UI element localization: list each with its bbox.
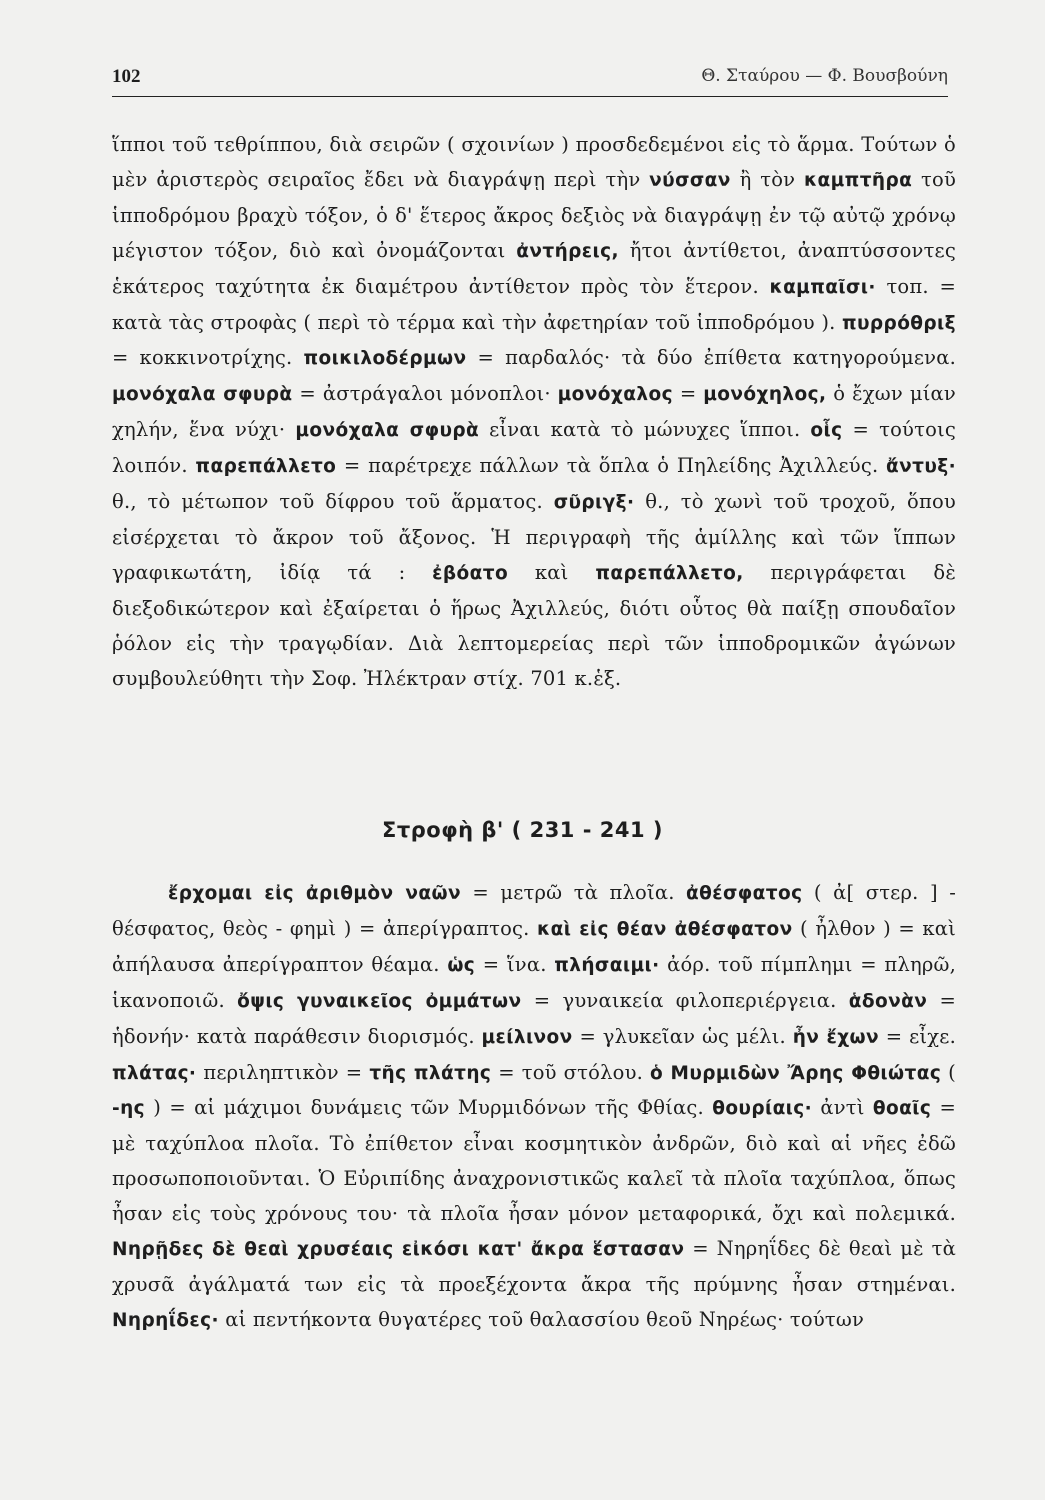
lemma-term: πυρρόθριξ xyxy=(841,312,956,334)
page-number: 102 xyxy=(112,66,141,87)
gloss-text: ( xyxy=(941,1060,956,1084)
lemma-term: ἦν ἔχων xyxy=(792,1026,880,1048)
gloss-text: τοπ. = κατὰ τὰς στροφὰς ( περὶ τὸ τέρμα καὶ τὴν ἀφετηρίαν τοῦ ἱπποδρόμου ). xyxy=(112,274,956,334)
lemma-term: θουρίαις· xyxy=(712,1098,813,1120)
lemma-term: ἀθέσφατος xyxy=(686,883,803,904)
gloss-text: = μετρῶ τὰ πλοῖα. xyxy=(460,881,687,904)
gloss-text: καὶ xyxy=(508,560,596,584)
commentary-text xyxy=(112,876,956,1339)
gloss-text: θ., τὸ μέτωπον τοῦ δίφρου τοῦ ἅρματος. xyxy=(112,490,554,514)
gloss-text: = κοκκινοτρίχης. xyxy=(112,346,304,370)
lemma-term: μείλινον xyxy=(481,1026,573,1048)
section-heading: Στροφὴ β' ( 231 - 241 ) xyxy=(382,818,663,842)
commentary-paragraph-1 xyxy=(112,128,956,697)
lemma-term: ποικιλοδέρμων xyxy=(303,348,467,370)
gloss-text: ἀόρ. τοῦ πίμπλημι = πληρῶ, ἱκανοποιῶ. xyxy=(112,952,957,1012)
gloss-text: ( ἦλθον ) = καὶ ἀπήλαυσα ἀπερίγραπτον θέαμα. xyxy=(112,916,957,976)
lemma-term: μονόχαλος xyxy=(557,384,673,406)
commentary-text xyxy=(112,128,956,697)
gloss-text: = παρδαλός· τὰ δύο ἐπίθετα κατηγορούμενα. xyxy=(466,346,957,370)
gloss-text: = ἡδονήν· κατὰ παράθεσιν διορισμός. xyxy=(112,988,956,1048)
gloss-text: ( ἀ[ στερ. ] - θέσφατος, θεὸς - φημὶ ) = ἀπερίγραπτος. xyxy=(112,881,956,940)
lemma-term: οἷς xyxy=(810,420,843,442)
lemma-term: ἁδονὰν xyxy=(848,990,928,1012)
lemma-term: ἐβόατο xyxy=(432,562,509,584)
lemma-term: μονόχαλα σφυρὰ xyxy=(112,384,293,406)
gloss-text: = γλυκεῖαν ὡς μέλι. xyxy=(572,1024,793,1048)
gloss-text: ἢ τὸν xyxy=(730,167,804,191)
gloss-text: = Νηρηΐδες δὲ θεαὶ μὲ τὰ χρυσᾶ ἀγάλματά των εἰς τὰ προεξέχοντα ἄκρα τῆς πρύμνης ἦσαν στημέναι. xyxy=(112,1237,956,1296)
gloss-text: τοῦ ἱπποδρόμου βραχὺ τόξον, ὁ δ' ἕτερος ἄκρος δεξιὸς νὰ διαγράψῃ ἐν τῷ αὐτῷ χρόνῳ μέγιστον τόξον, διὸ καὶ ὀνομάζονται xyxy=(112,167,956,262)
lemma-term: τῆς πλάτης xyxy=(369,1062,492,1084)
gloss-text: ἀντὶ xyxy=(812,1096,873,1120)
lemma-term: ἔρχομαι εἰς ἀριθμὸν ναῶν xyxy=(168,883,461,904)
gloss-text: = τούτοις λοιπόν. xyxy=(112,418,957,478)
lemma-term: Νηρηΐδες· xyxy=(112,1309,219,1331)
gloss-text: = τοῦ στόλου. xyxy=(491,1060,651,1084)
lemma-term: Νηρῇδες δὲ θεαὶ χρυσέαις εἰκόσι κατ' ἄκρα ἕστασαν xyxy=(112,1239,685,1261)
gloss-text: θ., τὸ χωνὶ τοῦ τροχοῦ, ὅπου εἰσέρχεται τὸ ἄκρον τοῦ ἄξονος. Ἡ περιγραφὴ τῆς ἁμίλλης καὶ τῶν ἵππων γραφικωτάτη, ἰδίᾳ τά : xyxy=(112,490,956,584)
gloss-text: = xyxy=(672,382,704,406)
gloss-text: = εἶχε. xyxy=(879,1024,956,1048)
gloss-text: = παρέτρεχε πάλλων τὰ ὅπλα ὁ Πηλείδης Ἀχιλλεύς. xyxy=(336,454,887,478)
gloss-text: εἶναι κατὰ τὸ μώνυχες ἵπποι. xyxy=(479,418,811,442)
gloss-text: = ἵνα. xyxy=(475,952,555,976)
lemma-term: καμπτῆρα xyxy=(804,169,913,191)
lemma-term: ἀντήρεις, xyxy=(516,240,619,262)
lemma-term: -ης xyxy=(112,1098,146,1120)
gloss-text: = ἀστράγαλοι μόνοπλοι· xyxy=(292,382,558,406)
lemma-term: ὁ Μυρμιδὼν Ἄρης Φθιώτας xyxy=(650,1062,942,1084)
gloss-text: αἱ πεντήκοντα θυγατέρες τοῦ θαλασσίου θεοῦ Νηρέως· τούτων xyxy=(218,1307,865,1331)
gloss-text: = γυναικεία φιλοπεριέργεια. xyxy=(521,988,849,1012)
lemma-term: καὶ εἰς θέαν ἀθέσφατον xyxy=(537,918,793,940)
lemma-term: σῦριγξ· xyxy=(553,492,635,514)
gloss-text: περιληπτικὸν = xyxy=(196,1060,370,1084)
commentary-paragraph-2 xyxy=(112,876,956,1339)
gloss-text: ) = αἱ μάχιμοι δυνάμεις τῶν Μυρμιδόνων τῆς Φθίας. xyxy=(145,1096,713,1120)
gloss-text: ὁ ἔχων μίαν χηλήν, ἕνα νύχι· xyxy=(112,382,956,442)
lemma-term: μονόχαλα σφυρὰ xyxy=(295,420,480,442)
lemma-term: νύσσαν xyxy=(649,169,731,191)
gloss-text: περιγράφεται δὲ διεξοδικώτερον καὶ ἐξαίρεται ὁ ἥρως Ἀχιλλεύς, διότι οὗτος θὰ παίξῃ σπουδαῖον ῥόλον εἰς τὴν τραγῳδίαν. Διὰ λεπτομερείας περὶ τῶν ἱπποδρομικῶν ἀγώνων συμβουλεύθητι τὴν Σοφ. Ἠλέκτραν στίχ. 701 κ.ἑξ. xyxy=(112,560,956,690)
lemma-term: ἄντυξ· xyxy=(886,456,957,478)
lemma-term: καμπαῖσι· xyxy=(769,276,876,298)
lemma-term: μονόχηλος, xyxy=(703,384,827,406)
lemma-term: πλήσαιμι· xyxy=(554,954,660,976)
gloss-text: = μὲ ταχύπλοα πλοῖα. Τὸ ἐπίθετον εἶναι κοσμητικὸν ἀνδρῶν, διὸ καὶ αἱ νῆες ἐδῶ προσωποποιοῦνται. Ὁ Εὐριπίδης ἀναχρονιστικῶς καλεῖ τὰ πλοῖα ταχύπλοα, ὅπως ἦσαν εἰς τοὺς χρόνους του· τὰ πλοῖα ἦσαν μόνον μεταφορικά, ὄχι καὶ πολεμικά. xyxy=(112,1096,956,1226)
lemma-term: παρεπάλλετο xyxy=(195,456,337,478)
lemma-term: ὄψις γυναικεῖος ὀμμάτων xyxy=(237,990,522,1012)
lemma-term: παρεπάλλετο, xyxy=(595,562,744,584)
gloss-text: ἤτοι ἀντίθετοι, ἀναπτύσσοντες ἑκάτερος ταχύτητα ἐκ διαμέτρου ἀντίθετον πρὸς τὸν ἕτερον. xyxy=(112,238,956,298)
lemma-term: ὡς xyxy=(447,954,476,976)
gloss-text: ἵπποι τοῦ τεθρίππου, διὰ σειρῶν ( σχοινίων ) προσδεδεμένοι εἰς τὸ ἅρμα. Τούτων ὁ μὲν ἀριστερὸς σειραῖος ἔδει νὰ διαγράψῃ περὶ τὴν xyxy=(112,133,956,191)
lemma-term: πλάτας· xyxy=(112,1062,197,1084)
running-head: Θ. Σταύρου — Φ. Βουσβούνη xyxy=(701,66,948,86)
page-header xyxy=(112,62,948,97)
lemma-term: θοαῖς xyxy=(872,1098,932,1120)
